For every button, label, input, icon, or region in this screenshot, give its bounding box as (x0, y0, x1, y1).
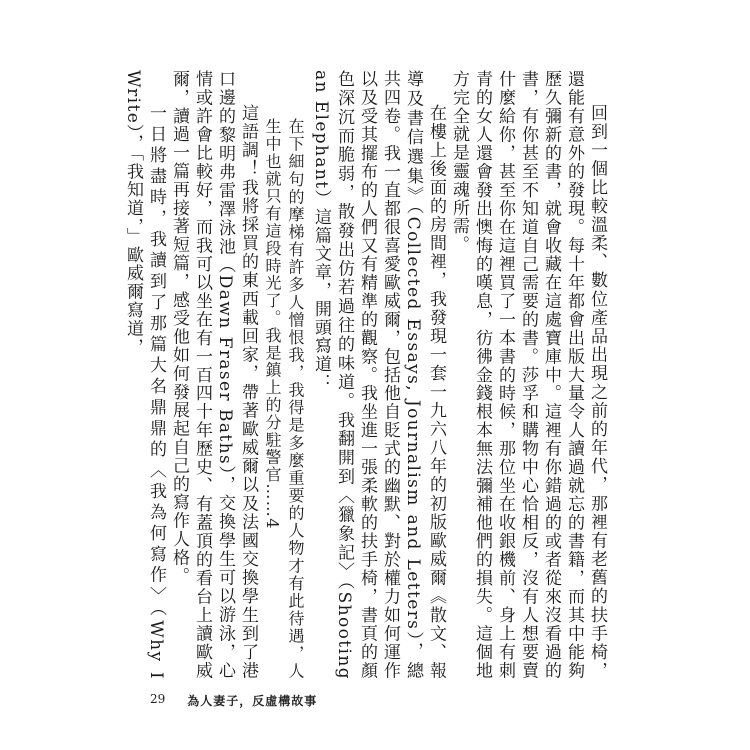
vertical-text-body (123, 70, 608, 680)
paragraph: 在樓上後面的房間裡，我發現一套一九六八年的初版歐威爾《散文、報導及書信選集》（Collected Essays, Journalism and Letters），總共四卷。我一直都很喜愛歐威爾，包括他自貶式的幽默、對於權力如何運作以及受其擺布的人們又有精準的觀察。我坐進一張柔軟的扶手椅，書頁的顏色深沉而脆弱，散發出仿若過往的味道。我翻開到〈獵象記〉（Shooting an Elephant）這篇文章，開頭寫道： (311, 70, 446, 680)
page-footer (150, 692, 317, 709)
paragraph: 一日將盡時，我讀到了那篇大名鼎鼎的〈我為何寫作〉（Why I Write），「我知道，」歐威爾寫道， (123, 70, 166, 680)
block-quote: 在下細句的摩梯有許多人憎恨我，我得是多麼重要的人物才有此待遇，人生中也就只有這段時光了。我是鎮上的分駐警官……4 (263, 118, 305, 680)
running-title: 為人妻子，反虛構故事 (187, 694, 318, 708)
paragraph: 回到一個比較溫柔、數位產品出現之前的年代，那裡有老舊的扶手椅，還能有意外的發現。每十年都會出版大量令人讀過就忘的書籍，而其中能夠歷久彌新的書，就會收藏在這處寶庫中。這裡有你錯過的或者從來沒看過的書，有你甚至不知道自己需要的書。莎孚和購物中心恰相反，沒有人想要賣什麼給你，甚至你在這裡買了一本書的時候，那位坐在收銀機前、身上有刺青的女人還會發出懊悔的嘆息，彷彿金錢根本無法彌補他們的損失。這個地方完全就是靈魂所需。 (449, 70, 607, 680)
page-number: 29 (150, 692, 166, 706)
paragraph: 這語調！我將採買的東西載回家，帶著歐威爾以及法國交換學生到了港口邊的黎明弗雷澤泳池（Dawn Fraser Baths），交換學生可以游泳，心情或許會比較好，而我可以坐在有一百四十年歷史、有蓋頂的看台上讀歐威爾，讀過一篇再接著短篇，感受他如何發展起自己的寫作人格。 (169, 70, 258, 680)
